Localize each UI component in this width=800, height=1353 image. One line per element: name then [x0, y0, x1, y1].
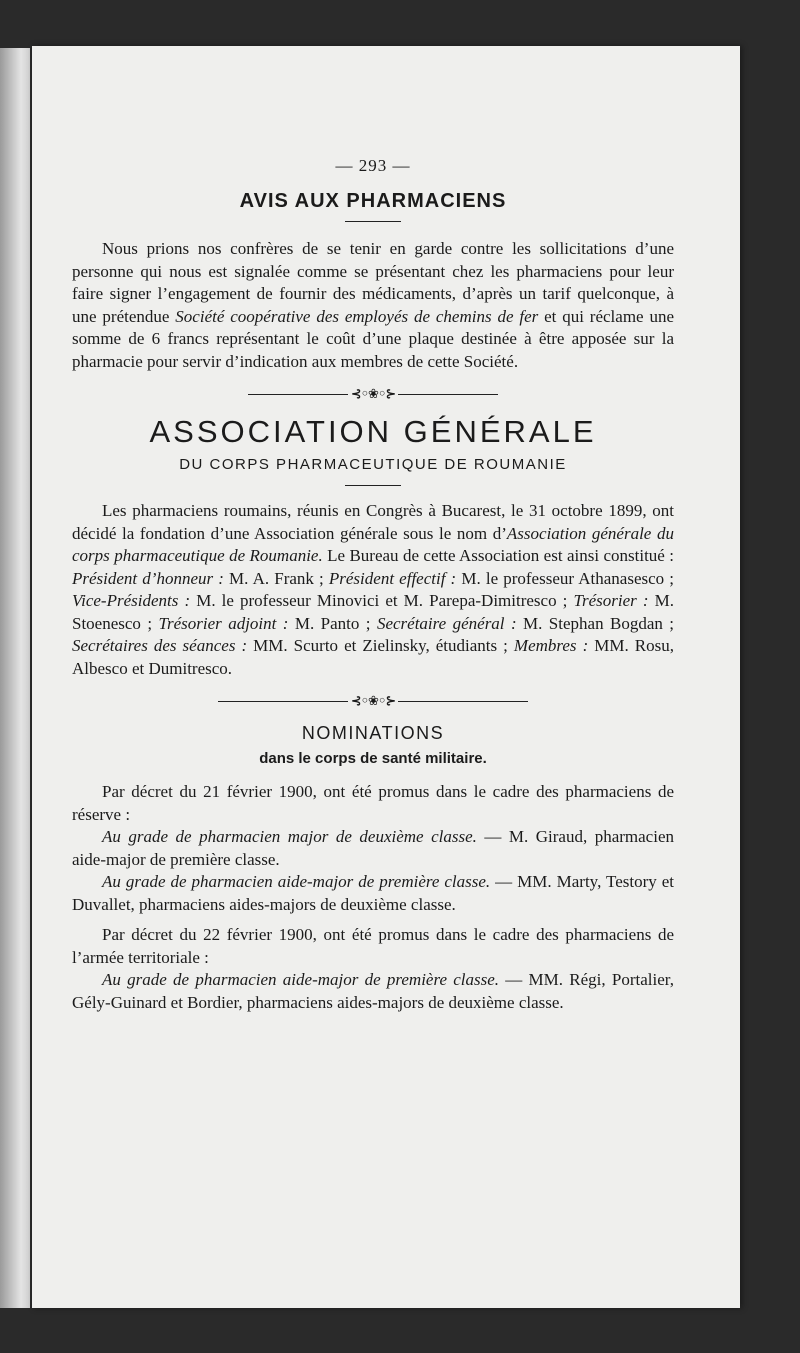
role-holder: M. Panto ; — [288, 613, 377, 633]
nominations-subtitle: dans le corps de santé militaire. — [259, 750, 487, 767]
association-text: Les pharmaciens roumains, réunis en Congrès à Bucarest, le 31 octobre 1899, ont décidé la fondation d’une Association générale sous le nom d’ — [72, 501, 674, 543]
nominations-paragraph: Par décret du 21 février 1900, ont été promus dans le cadre des pharmaciens de réserve : — [72, 782, 674, 824]
role-holder: M. le professeur Minovici et M. Parepa-Dimitresco ; — [190, 591, 574, 610]
divider-line — [398, 394, 498, 395]
role-holder: MM. Scurto et Zielinsky, étudiants ; — [247, 636, 514, 655]
association-name: Association générale du corps pharmaceutique de Roumanie. — [72, 523, 674, 565]
association-paragraph — [72, 500, 674, 680]
title-rule — [345, 485, 401, 486]
role-label: Trésorier : — [573, 591, 649, 610]
avis-text: Nous prions nos confrères de se tenir en garde contre les sollicitations d’une personne qui nous est signalée comme se présentant chez les pharmaciens pour leur faire signer l’engagement de fournir des médicaments, d’après un tarif quelconque, à une prétendue — [72, 239, 674, 326]
grade-text: — M. Giraud, pharmacien aide-major de première classe. — [72, 827, 674, 869]
divider-line — [218, 701, 348, 702]
role-label: Secrétaires des séances : — [72, 636, 248, 655]
grade-text: — MM. Marty, Testory et Duvallet, pharmaciens aides-majors de deuxième classe. — [72, 872, 674, 914]
page-content — [72, 156, 674, 1014]
grade-text: — MM. Régi, Portalier, Gély-Guinard et Bordier, pharmaciens aides-majors de deuxième classe. — [72, 970, 674, 1012]
role-holder: M. Stoenesco ; — [72, 591, 674, 633]
section-divider — [72, 387, 674, 402]
page-number: — 293 — — [335, 156, 411, 175]
divider-ornament-icon: ⊰◦❀◦⊱ — [350, 387, 396, 402]
divider-ornament-icon: ⊰◦❀◦⊱ — [350, 694, 396, 709]
role-holder: M. le professeur Athanasesco ; — [456, 568, 674, 588]
role-label: Trésorier adjoint : — [158, 613, 289, 633]
grade-label: Au grade de pharmacien aide-major de première classe. — [102, 872, 491, 891]
role-holder: MM. Rosu, Albesco et Dumitresco. — [72, 636, 674, 678]
role-label: Président d’honneur : — [72, 568, 224, 588]
nominations-paragraph: Par décret du 22 février 1900, ont été promus dans le cadre des pharmaciens de l’armée territoriale : — [72, 925, 674, 967]
divider-line — [398, 701, 528, 702]
role-label: Secrétaire général : — [376, 613, 517, 633]
book-page — [32, 46, 740, 1308]
role-label: Membres : — [513, 636, 589, 655]
association-subtitle: DU CORPS PHARMACEUTIQUE DE ROUMANIE — [179, 456, 567, 473]
role-label: Vice-Présidents : — [72, 591, 191, 610]
nominations-paragraph — [72, 826, 674, 871]
role-label: Président effectif : — [328, 568, 457, 588]
paragraph-gap — [72, 916, 674, 924]
avis-italic-text: Société coopérative des employés de chemins de fer — [175, 306, 539, 326]
avis-title: AVIS AUX PHARMACIENS — [239, 190, 507, 212]
nominations-paragraph — [72, 969, 674, 1014]
nominations-title: NOMINATIONS — [301, 723, 445, 743]
association-text: Le Bureau de cette Association est ainsi constitué : — [322, 546, 674, 565]
role-holder: M. Stephan Bogdan ; — [516, 613, 675, 633]
grade-label: Au grade de pharmacien aide-major de première classe. — [102, 970, 500, 989]
section-divider — [72, 694, 674, 709]
avis-paragraph — [72, 238, 674, 373]
title-rule — [345, 221, 401, 222]
divider-line — [248, 394, 348, 395]
grade-label: Au grade de pharmacien major de deuxième classe. — [102, 827, 477, 846]
previous-page-edge — [0, 48, 30, 1308]
nominations-paragraph — [72, 871, 674, 916]
avis-text-end: et qui réclame une somme de 6 francs représentant le coût d’une plaque destinée à être apposée sur la pharmacie pour servir d’indication aux membres de cette Société. — [72, 306, 674, 371]
association-title: ASSOCIATION GÉNÉRALE — [149, 414, 597, 449]
role-holder: M. A. Frank ; — [223, 568, 329, 588]
